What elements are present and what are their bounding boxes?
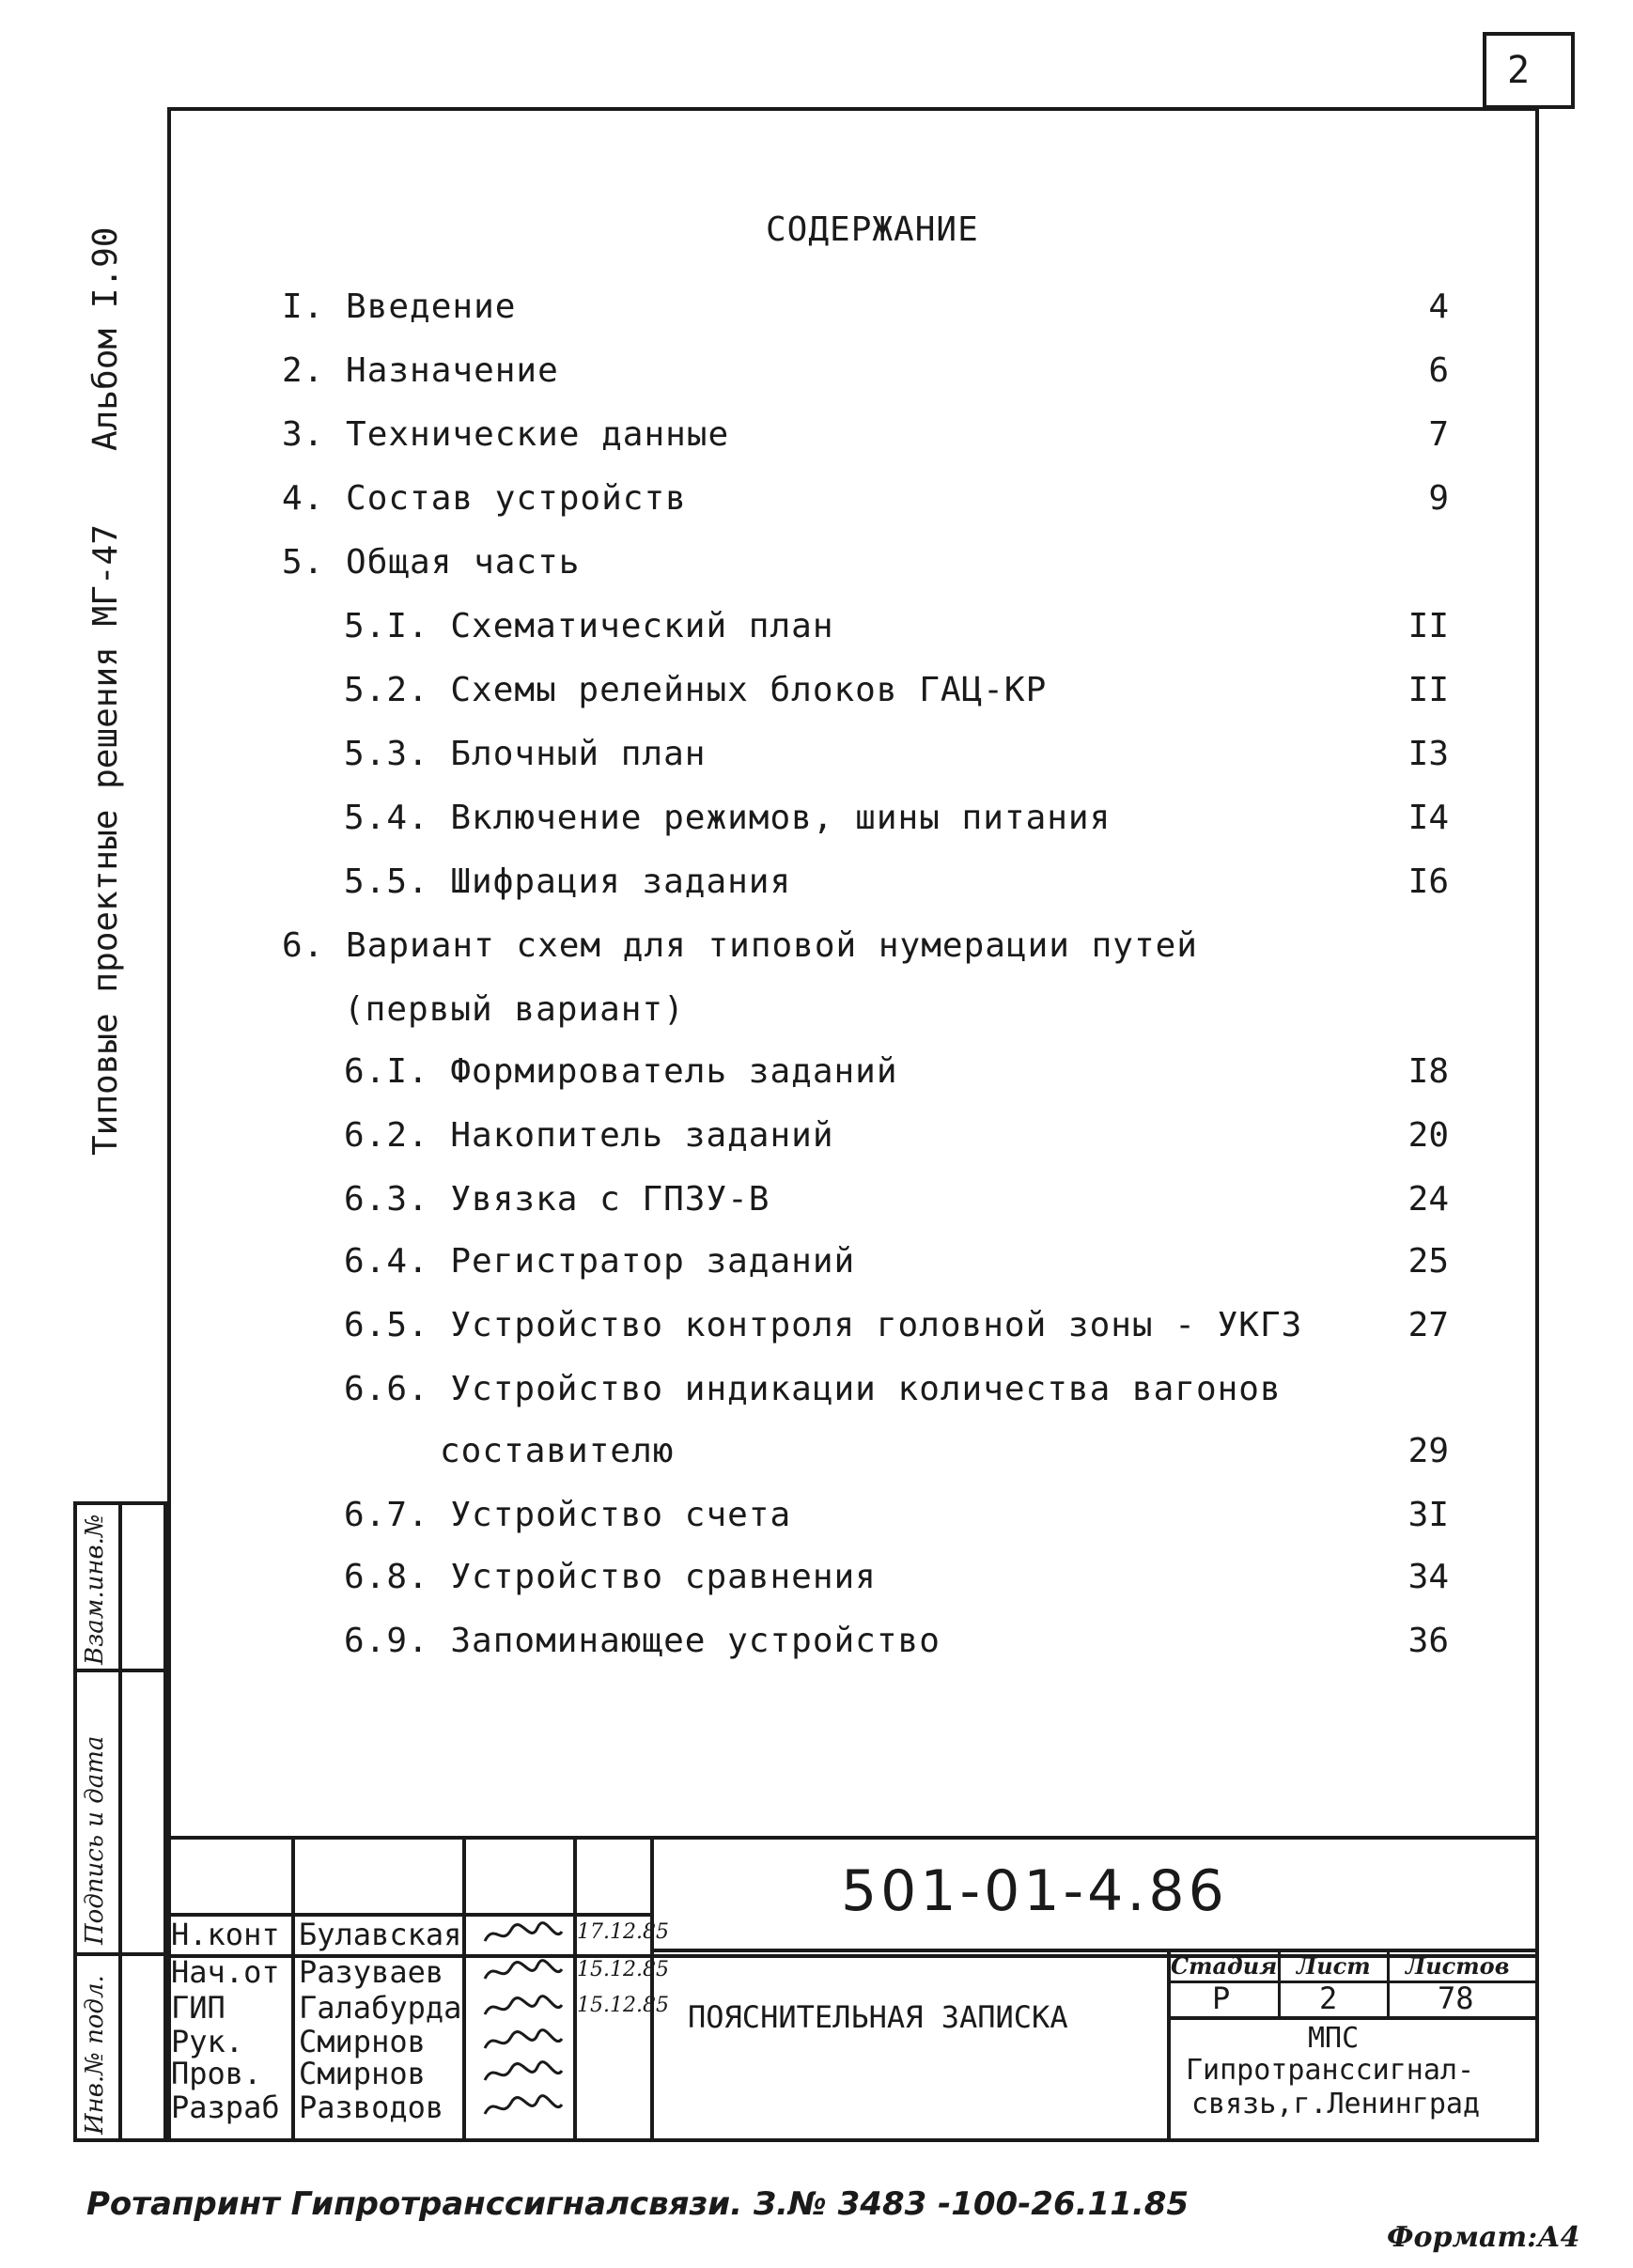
toc-item: 6.3. Увязка с ГПЗУ-В (344, 1180, 770, 1219)
role-label: Н.конт (171, 1917, 280, 1952)
org-line-1: МПС (1308, 2022, 1360, 2055)
toc-page-number: 29 (1407, 1432, 1449, 1470)
signature-scribble (481, 1956, 566, 1995)
role-date: 15.12.85 (577, 1994, 669, 2017)
doc-name: ПОЯСНИТЕЛЬНАЯ ЗАПИСКА (688, 1999, 1068, 2035)
tb-vline-1 (291, 1836, 295, 2142)
toc-page-number: I4 (1407, 799, 1449, 837)
toc-item: 5. Общая часть (282, 543, 581, 582)
tb-vline-2 (462, 1836, 466, 2142)
toc-page-number: II (1407, 607, 1449, 645)
toc-page-number: 4 (1428, 287, 1449, 326)
toc-page-number: 25 (1407, 1242, 1449, 1281)
sheet-number: 2 (1507, 49, 1531, 92)
tb-vline-4 (650, 1836, 654, 2142)
role-label: Рук. (171, 2024, 244, 2059)
toc-item: 6.2. Накопитель заданий (344, 1116, 834, 1155)
side-stamp-row-line-2 (73, 1952, 167, 1956)
toc-page-number: I8 (1407, 1052, 1449, 1091)
sheets-value: 78 (1438, 1981, 1474, 2016)
org-line-3: связь,г.Ленинград (1191, 2088, 1481, 2120)
signature-scribble (481, 1918, 566, 1957)
toc-page-number: 7 (1428, 415, 1449, 454)
toc-page-number: 6 (1428, 351, 1449, 390)
toc-item: 6.6. Устройство индикации количества вагонов (344, 1370, 1282, 1408)
tb-vline-3 (573, 1836, 577, 2142)
toc-page-number: 34 (1407, 1558, 1449, 1596)
signature-scribble (481, 1992, 566, 2030)
sheet-header: Лист (1297, 1952, 1371, 1980)
toc-item: (первый вариант) (344, 990, 685, 1029)
toc-page-number: 24 (1407, 1180, 1449, 1219)
toc-item: I. Введение (282, 287, 517, 326)
side-stamp-divider (118, 1501, 122, 2142)
role-name: Галабурда (299, 1990, 462, 2026)
role-date: 15.12.85 (577, 1958, 669, 1981)
toc-page-number: 20 (1407, 1116, 1449, 1155)
side-stamp-row-line-1 (73, 1669, 167, 1672)
toc-item: 6. Вариант схем для типовой нумерации путей (282, 926, 1198, 965)
toc-page-number: II (1407, 671, 1449, 709)
toc-page-number: 3I (1407, 1496, 1449, 1534)
sheets-header: Листов (1406, 1952, 1510, 1980)
signature-scribble (481, 2091, 566, 2130)
sheet-number-box (1483, 32, 1575, 109)
role-name: Смирнов (299, 2056, 426, 2091)
toc-item: 6.I. Формирователь заданий (344, 1052, 898, 1091)
role-label: Разраб (171, 2089, 280, 2125)
side-stamp-podp-data: Подпись и дата (81, 1735, 109, 1945)
toc-item: 6.5. Устройство контроля головной зоны - УКГЗ (344, 1306, 1303, 1344)
toc-item: 4. Состав устройств (282, 479, 687, 518)
org-line-2: Гипротранссигнал- (1186, 2054, 1475, 2087)
sheet-value: 2 (1319, 1981, 1338, 2016)
toc-page-number: I6 (1407, 862, 1449, 901)
tb-vline-info-3 (1387, 1949, 1390, 2018)
toc-page-number: 9 (1428, 479, 1449, 518)
role-date: 17.12.85 (577, 1920, 669, 1944)
toc-title: СОДЕРЖАНИЕ (766, 210, 979, 249)
toc-item: 6.4. Регистратор заданий (344, 1242, 856, 1281)
stage-header: Стадия (1171, 1952, 1278, 1980)
toc-item: 6.7. Устройство счета (344, 1496, 792, 1534)
role-name: Разуваев (299, 1954, 444, 1990)
toc-item: 5.I. Схематический план (344, 607, 834, 645)
toc-item: 3. Технические данные (282, 415, 730, 454)
toc-page-number: I3 (1407, 735, 1449, 773)
format-label: Формат:А4 (1387, 2221, 1580, 2254)
signature-scribble (481, 2058, 566, 2096)
doc-code: 501-01-4.86 (841, 1858, 1228, 1924)
role-name: Булавская (299, 1917, 462, 1952)
role-label: ГИП (171, 1990, 226, 2026)
stage-value: Р (1212, 1981, 1231, 2016)
tb-vline-info-2 (1278, 1949, 1281, 2018)
toc-item: составителю (440, 1432, 675, 1470)
role-name: Разводов (299, 2089, 444, 2125)
toc-item: 5.4. Включение режимов, шины питания (344, 799, 1112, 837)
series-label: Типовые проектные решения МГ-47 (86, 524, 125, 1156)
tb-hline-info-2 (1167, 2016, 1539, 2020)
side-stamp-inv-podl: Инв.№ подл. (81, 1975, 109, 2135)
toc-item: 5.3. Блочный план (344, 735, 707, 773)
toc-page-number: 36 (1407, 1622, 1449, 1660)
toc-item: 6.9. Запоминающее устройство (344, 1622, 941, 1660)
side-stamp-vzam-inv: Взам.инв.№ (81, 1514, 109, 1665)
role-name: Смирнов (299, 2024, 426, 2059)
role-label: Нач.от (171, 1954, 280, 1990)
role-label: Пров. (171, 2056, 262, 2091)
toc-page-number: 27 (1407, 1306, 1449, 1344)
print-line: Ротапринт Гипротранссигналсвязи. З.№ 3483 -100-26.11.85 (86, 2185, 1190, 2223)
toc-item: 2. Назначение (282, 351, 559, 390)
album-label: Альбом I.90 (86, 226, 125, 451)
toc-item: 5.5. Шифрация задания (344, 862, 792, 901)
toc-item: 5.2. Схемы релейных блоков ГАЦ-КР (344, 671, 1048, 709)
toc-item: 6.8. Устройство сравнения (344, 1558, 877, 1596)
